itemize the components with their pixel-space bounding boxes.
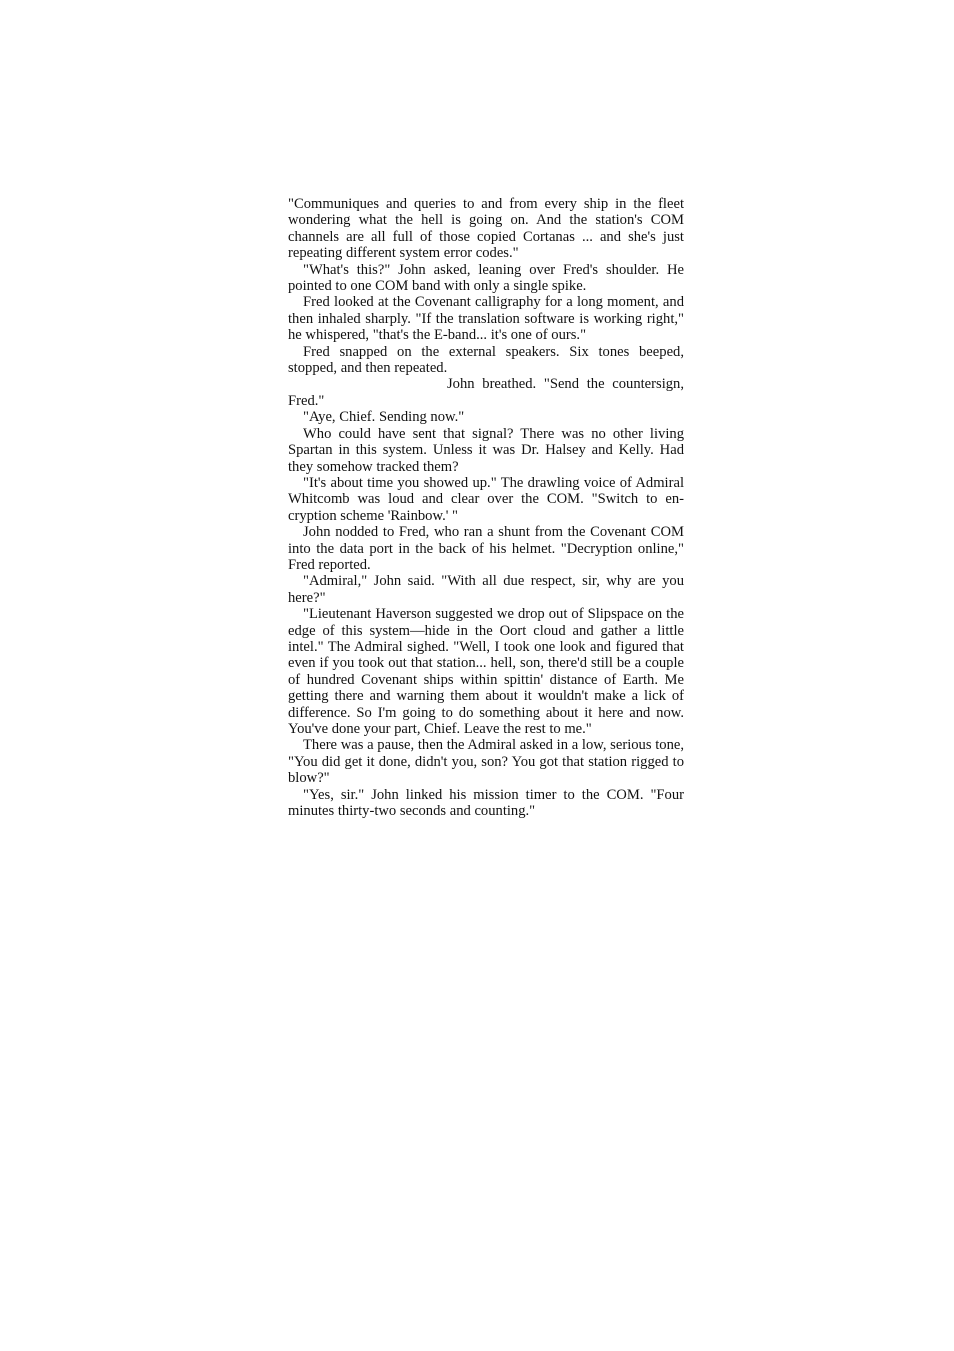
paragraph: "Communiques and queries to and from every ship in the fleet wondering what the hell is going on. And the station's COM channels are all full of those copied Cortanas ... and she's just repeating different system error codes." bbox=[288, 196, 684, 262]
paragraph: Who could have sent that signal? There was no other living Spartan in this system. Unless it was Dr. Halsey and Kelly. Had they somehow tracked them? bbox=[288, 425, 684, 475]
paragraph: "It's about time you showed up." The drawling voice of Admiral Whitcomb was loud and clear over the COM. "Switch to encryption scheme 'Rainbow.' " bbox=[288, 474, 684, 524]
paragraph: Fred looked at the Covenant calligraphy for a long moment, and then inhaled sharply. "If the translation software is working right," he whispered, "that's the E-band... it's one of ours." bbox=[288, 294, 684, 344]
paragraph: There was a pause, then the Admiral asked in a low, serious tone, "You did get it done, didn't you, son? You got that station rigged to blow?" bbox=[288, 737, 684, 787]
paragraph: John breathed. "Send the countersign, Fred." bbox=[288, 376, 684, 409]
paragraph: "What's this?" John asked, leaning over Fred's shoulder. He pointed to one COM band with only a single spike. bbox=[288, 261, 684, 295]
paragraph: Fred snapped on the external speakers. Six tones beeped, stopped, and then repeated. bbox=[288, 343, 684, 377]
paragraph: "Lieutenant Haverson suggested we drop out of Slipspace on the edge of this system—hide in the Oort cloud and gather a little intel." The Admiral sighed. "Well, I took one look and figured that even if you took out that station... hell, son, there'd still be a couple of hundred Covenant ships within spittin' distance of Earth. Me getting there and warning them about it wouldn't make a lick of difference. So I'm going to do something about it here and now. You've done your part, Chief. Leave the rest to me." bbox=[288, 606, 684, 737]
paragraph: John nodded to Fred, who ran a shunt from the Covenant COM into the data port in the back of his helmet. "Decryption online," Fred reported. bbox=[288, 524, 684, 573]
paragraph: "Yes, sir." John linked his mission timer to the COM. "Four minutes thirty-two seconds and counting." bbox=[288, 786, 684, 820]
paragraph: "Admiral," John said. "With all due respect, sir, why are you here?" bbox=[288, 573, 684, 606]
body-text bbox=[288, 196, 684, 819]
paragraph: "Aye, Chief. Sending now." bbox=[303, 409, 465, 426]
